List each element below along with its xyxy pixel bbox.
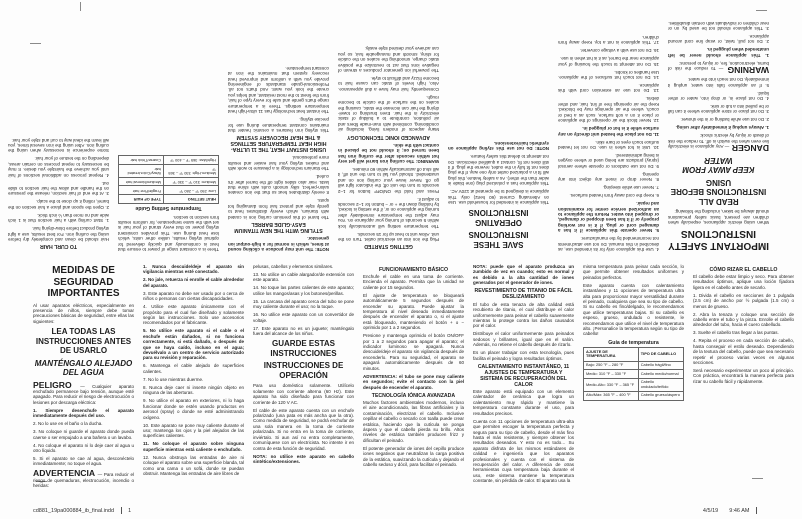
section-heading: IMPORTANT SAFETY INSTRUCTIONS: [668, 228, 769, 251]
paragraph: 3. Do not place or store appliance where it can fall or be pulled into a tub or sink.: [668, 104, 769, 115]
table-cell: Medio: 310 °F – 330 °F: [584, 370, 639, 379]
section-heading: MEDIDAS DE SEGURIDAD IMPORTANTES: [47, 265, 120, 299]
temperature-guide-table: [583, 347, 684, 400]
paragraph: NOTE: Do not use this styling appliance on synthetic hair/extensions.: [448, 140, 549, 152]
table-row: [584, 361, 684, 370]
paragraph: 8. Never drop or insert any object into any opening.: [558, 171, 659, 183]
paragraph: Press and hold the ON/OFF button for 1–2 seconds to turn the unit off; the indicator light will go off. Never leave your curling iron on and unattended. Should you fail to turn the unit off, it will shut off automatically within 60 minutes.: [338, 166, 439, 194]
paragraph: 9. Do not use outdoors or operate where aerosol (spray) products are being used or where oxygen is being administered.: [558, 152, 659, 169]
paragraph: NOTA: no utilice este aparato en cabello sintético/extensiones.: [253, 453, 354, 464]
paragraph: 13. Do not use an extension cord with this appliance.: [558, 83, 659, 94]
paragraph: 2. No jale, retuerza ni enrolle el cable alrededor del aparato.: [143, 277, 244, 288]
signal-word: DANGER: [729, 143, 769, 154]
paragraph: 17. Este aparato no es un juguete; manténgalo fuera del alcance de los niños.: [253, 325, 354, 337]
paragraph: Plug the iron into an electrical outlet. Turn on the unit. Allow unit to heat up for 15 seconds.: [338, 231, 439, 242]
paragraph: Este aparato cuenta con calentamiento instantáneo y 11 opciones de temperatura ultra alta para proporcionar mayor versatilidad durante el peinado, cualquiera que sea su tipo de cabello. Si su cabello es fino/delgado, le recomendamos que utilice temperaturas bajas. Si su cabello es espeso, grueso, ondulado o resistente, le recomendamos que utilice el nivel de temperatura alto. ¡Personalice la temperatura según su tipo de cabello!: [583, 282, 684, 337]
text-column: [8, 18, 109, 252]
section-heading: OPERATING INSTRUCTIONS: [468, 208, 529, 227]
table-cell: Fragile/Fine hair: [119, 186, 164, 195]
section-heading: TO CURL HAIR: [40, 243, 77, 250]
paragraph: Hair should be clean and completely dry before using the curling iron. For best results, use a light styling product before blow-drying hair.: [8, 226, 109, 242]
table-row: [584, 378, 684, 391]
table-cell: Wavy/Color-treated hair: [119, 164, 164, 177]
table-cell: Alto/Máx: 365 °F – 400 °F: [584, 391, 639, 400]
paragraph: Al usar aparatos eléctricos, especialmente en presencia de niños, siempre debe tomar precauciones básicas de seguridad, entre ellas las siguientes:: [33, 302, 134, 324]
paragraph: 1. Divida el cabello en secciones de 1 pulgada (2.5 cm) de ancho por ½ pulgada (1.5 cm) o menos de grueso.: [693, 292, 794, 309]
paragraph: 4. Do not place in, or drop into, water or other liquid.: [668, 90, 769, 102]
section-heading: REVESTIMIENTO DE TITANIO DE FÁCIL DESLIZAMIENTO: [474, 288, 573, 301]
section-heading: USING INSTANT HEAT, THE 11 ULTRA-HIGH HEAT TEMPERATURE SETTINGS & THE HEAT RECOVERY SYSTEM: [230, 134, 327, 153]
paragraph: 12. Nunca obstruya las entradas de aire ni coloque el aparato sobre una superficie blanda, tal como una cama o un sofá, donde se puedan obstruir. Mantenga las entradas de aire libres de: [143, 454, 244, 476]
paragraph: 4. Repita el proceso en cada sección de cabello, hasta conseguir el estilo deseado. Dependiendo de la textura del cabello, puede que sea necesario repetir el proceso varias veces en algunas secciones.: [693, 338, 794, 366]
table-cell: Cabello grueso/áspero: [638, 391, 683, 400]
footer-divider: [121, 507, 122, 514]
signal-word: ADVERTENCIA: [33, 468, 98, 479]
paragraph: The instant heat technology has 11 ultra-high heat temperature settings. There is a temperature range that's gentle and safe for every type of hair, from the finest to the most resistant, and helps you create the look you want. And that's not all. Professional-grade standards of engineering provide you with a uniform and improved heat recovery system that maintains the iron at constant temperature.: [228, 65, 329, 115]
paragraph: 3. No coloque ni guarde el aparato donde pueda caerse o ser empujado a una bañera o un lavabo.: [33, 429, 134, 440]
section-heading: GETTING STARTED: [364, 243, 413, 250]
paragraph: ADVERTENCIA: el tubo se pone muy caliente en segundos; evite el contacto con la piel después de encender el aparato.: [363, 373, 464, 390]
paragraph: 2. Do not use while bathing or in the shower.: [680, 117, 769, 123]
paragraph: 1. Always unplug it immediately after using.: [675, 125, 769, 131]
english-side-rotated: [0, 2, 802, 252]
table-row: [119, 164, 219, 177]
paragraph: El cable de este aparato cuenta con un enchufe polarizado (una pata es más ancha que la otra). Como medida de seguridad, se podrá enchufar de una sola manera en la toma de corriente polarizada. Si no entra en la toma de corriente, inviértalo. Si aun así no entra completamente, comuníquese con un electricista. No intente ir en contra de esta función de seguridad.: [253, 407, 354, 451]
paragraph: 1. Start curling with a hair section that is 1 inch wide and no more than ½ inch thick.: [8, 212, 109, 224]
paragraph: 3. At the end of hair section, release the pressure on the handle and allow the hair section to slide out.: [8, 180, 109, 197]
table-cell: Medium: 310 °F – 330 °F: [163, 177, 218, 186]
table-caption: Guía de temperatura: [608, 339, 659, 346]
paragraph: misma temperatura para peinar cada sección, lo que permite obtener resultados uniformes y peinados perfectos.: [583, 264, 684, 280]
footer-time: 9:46 AM: [729, 507, 750, 514]
paragraph: Presione y mantenga oprimido el botón ON/OFF por 1 a 2 segundos para apagar el aparato; el indicador luminoso se apagará. Nunca descuide/deje el aparato sin vigilancia después de encenderlo. Para su seguridad, el aparato se apagará automáticamente después de 60 minutos.: [363, 333, 464, 371]
paragraph: This appliance has a polarized plug (one blade is wider than the other). As a safety feature, this plug will fit in a polarized outlet only one way. If the plug does not fit fully in the outlet, reverse the plug. If it still does not fit, contact a qualified electrician. Do not attempt to defeat this safety feature.: [448, 154, 549, 187]
paragraph: 5. Si el aparato se cae al agua, desconéctelo inmediatamente; no toque el agua.: [33, 456, 134, 467]
paragraph: 3. Este aparato no debe ser usado por o cerca de niños o personas con ciertas discapacidades.: [143, 290, 244, 302]
paragraph: Some experience is necessary when using the curling iron. After using the iron several times, you will learn the ideal way to curl and style your hair.: [8, 137, 109, 154]
paragraph: 7. Never use while sleeping.: [602, 185, 659, 191]
text-column: [253, 264, 354, 491]
paragraph: 15. La carcasa del aparato cerca del tubo se pone muy caliente durante el uso; no la toque.: [253, 298, 354, 310]
paragraph: 15. Do not attempt to touch the housing of your appliance near the barrel, as it is hot when in use.: [558, 56, 659, 67]
table-row: [119, 177, 219, 186]
paragraph: 14. No toque las partes calientes de este aparato; utilice los mangos/asas y los botones/perillas.: [253, 285, 354, 296]
table-row: [584, 370, 684, 379]
text-column: [693, 264, 794, 491]
footer-filename-block: [33, 507, 131, 514]
table-caption: Temperature Setting Guide: [135, 205, 202, 212]
section-heading: FUNCIONAMIENTO BÁSICO: [378, 266, 449, 273]
paragraph: There is a constant range of power to ensure that heat is continuously and quickly delivered for optimal styling results, unlike other units, which lose heat during use. This provides consistent styling power so that every strand of your hair is set with the same temperature, for uniform results from section to section.: [118, 214, 219, 252]
signal-word: PELIGRO: [33, 379, 81, 390]
table-cell: Bajo: 250 °F – 280 °F: [584, 361, 639, 370]
paragraph: Cuenta con 11 opciones de temperatura ultra-alta que permiten escoger la temperatura perfecta y segura para su tipo de cabello, desde el más fino hasta el más resistente, y siempre obtener los resultados deseados. Y esto no es todo… Su aparato disfruta de los mismos estándares de calidad e ingeniería que los aparatos profesionales y cuenta con el sistema de recuperación del calor. A diferencia de otras herramientas cuya temperatura baja durante el uso, este sistema mantiene la temperatura constante, sin pérdida de calor. El aparato usa la: [473, 418, 574, 484]
paragraph: 1. Siempre desenchufe el aparato inmediatamente después del uso.: [33, 407, 134, 419]
paragraph: The barrel of this premium curling iron is coated with titanium, which evenly distributes heat to gently style and protect hair from damaging hot spots.: [228, 198, 329, 220]
paragraph: 13. No utilice un cable alargador/de extensión con este aparato.: [253, 272, 354, 283]
spanish-columns: [0, 264, 802, 491]
section-heading: INSTRUCCIONES DE OPERACIÓN: [263, 361, 344, 380]
text-column: [338, 18, 439, 252]
footer-divider: [756, 507, 757, 514]
table-cell: Low: 250 °F – 280 °F: [163, 186, 218, 195]
table-header-cell: AJUSTE DE TEMPERATURA: [584, 348, 639, 361]
danger-warning-paragraph: PELIGRO — Cualquier aparato enchufado permanece bajo tensión, aunque esté apagado. Para reducir el riesgo de electrocución o lesiones por descarga eléctrica:: [33, 379, 134, 405]
footer-date: 4/5/19: [702, 507, 719, 514]
paragraph: WARNING: The curling iron barrel will get very hot within seconds after the curling iron has been turned on; it should not be placed in contact with the skin.: [338, 142, 439, 164]
table-cell: Cabello medio/normal: [638, 370, 683, 379]
paragraph: 10. Unit is hot when in use. Do not let heated surface touch eyes or bare skin.: [558, 139, 659, 150]
text-column: [143, 264, 244, 491]
temperature-guide-table: [118, 155, 219, 204]
paragraph: 16. Do not use with a voltage converter.: [579, 48, 659, 54]
paragraph: 8. Nunca deje caer ni inserte ningún objeto en ninguna de las aberturas.: [143, 384, 244, 396]
section-heading: TECNOLOGÍA IÓNICA AVANZADA: [371, 392, 456, 399]
table-cell: Cabello frágil/fino: [638, 361, 683, 370]
section-heading: SAVE THESE INSTRUCTIONS: [468, 230, 529, 249]
paragraph: 4. Repeat process on additional sections of hair until you achieve the hairstyle you desire. It may be necessary to repeat process on certain areas, depending on the texture of your hair.: [8, 156, 109, 178]
paragraph: 5. Never operate this appliance if it has a damaged cord or plug, if it is not working properly or if it has been dropped or damaged, or dropped into water. Return the appliance to an authorized service center for examination and repair.: [558, 201, 659, 234]
table-cell: Cabello ondulado/teñido: [638, 378, 683, 391]
paragraph: 2. Do not pull, twist, or wrap line cord around appliance.: [668, 34, 769, 45]
paragraph: 3. This appliance should not be used by, on or near children or individuals with certain disabilities.: [668, 20, 769, 32]
paragraph: Es un placer trabajar con esta tecnología, pues facilita el peinado y logra resultados óptimos.: [473, 350, 574, 361]
footer-page-number: 1: [128, 507, 132, 514]
paragraph: 4. No coloque el aparato ni lo deje caer al agua u otro líquido.: [33, 442, 134, 454]
paragraph: Este aparato está equipado con un elemento calentador de cerámica que logra un calentamiento muy rápido y mantiene la temperatura constante durante el uso, para resultados precisos.: [473, 389, 574, 416]
text-column: [583, 264, 684, 491]
table-cell: High/Max: 365 °F – 400 °F: [163, 156, 218, 165]
paragraph: It evenly distributes heat so that the iron creates salon-perfect, silky smooth curls with shine that lasts. Hair also slides right off the barrel after it's curled.: [228, 174, 329, 196]
danger-warning-paragraph: DANGER — Any appliance is electrically live even when the switch is off. To reduce the risk of death or injury by electric shock:: [668, 133, 769, 154]
text-column: [228, 18, 329, 252]
paragraph: El tubo de esta tenaza de alta calidad está recubierto de titanio, el cual distribuye el calor uniformemente para peinar el cabello suavemente mientras lo protege contra los daños causados por el calor.: [473, 301, 574, 329]
paragraph: 2. Open the spoon and place a hair section on the barrel, rolling it up close to the scalp.: [8, 199, 109, 210]
paragraph: El ajuste de temperatura se bloqueará automáticamente 5 segundos después de encender su aparato. Puede ajustar la temperatura al nivel deseado inmediatamente después de encender el aparato o, si el ajuste está bloqueado, manteniendo el botón + o − oprimido por 1 a 2 segundos.: [363, 292, 464, 331]
paragraph: 4. Utilice este aparato únicamente con el propósito para el cual fue diseñado y solamente según las instrucciones. Solo use accesorios recomendados por el fabricante.: [143, 304, 244, 326]
section-heading: CALENTAMIENTO INSTANTÁNEO, 11 AJUSTES DE TEMPERATURA Y SISTEMA DE RECUPERACIÓN DEL CALOR: [477, 363, 570, 388]
table-cell: Coarse/Thick hair: [119, 156, 164, 165]
text-column: [33, 264, 134, 491]
paragraph: The titanium technology is a pleasure to work with and makes styling your hair easier and results more professional.: [228, 155, 329, 172]
danger-warning-paragraph: WARNING — To reduce the risk of burns, electrocution, fire, or injury to persons:: [668, 60, 769, 76]
paragraph: 7. No lo use mientras duerme.: [143, 376, 204, 382]
table-cell: Medium/Normal hair: [119, 177, 164, 186]
paragraph: 5. No utilice este aparato si el cable o el enchufe están dañados, si no funciona correctamente, si está dañado, o después de que se haya caído, incluso en el agua; devuélvalo a un centro de servicio autorizado para su revisión y reparación.: [143, 328, 244, 361]
paragraph: El potente generador de iones del cepillo produce iones negativos que neutralizan la carga positiva de la estática, suavizando la cutícula y dejando el cabello sedoso y dócil, para facilitar el peinado.: [363, 445, 464, 468]
paragraph: 9. No utilice el aparato en exteriores, ni lo haga funcionar donde se estén usando productos en aerosol (spray) o donde se esté administrando oxígeno.: [143, 398, 244, 420]
paragraph: 3. Suelte el cabello tras llegar a las puntas.: [693, 330, 779, 336]
paragraph: Será necesario experimentar un poco al principio. Con práctica, encontrará la manera perfecta para rizar su cabello fácil y rápidamente.: [693, 368, 794, 384]
table-cell: Medium-High: 330 °F – 365 °F: [163, 164, 218, 177]
paragraph: Consequently, hair may have a dull appearance. Also, high levels of static can cause hair to become frizzy and difficult to style.: [338, 75, 439, 92]
paragraph: El cabello debe estar limpio y seco. Para obtener resultados óptimos, aplique una loción fijadora ligera en el cabello antes de secarlo.: [693, 274, 794, 290]
paragraph: 14. Do not touch hot surfaces of the appliance. Use handles or knobs.: [558, 69, 659, 81]
paragraph: pelusas, cabellos y elementos similares.: [253, 264, 334, 269]
table-row: [119, 156, 219, 165]
paragraph: This appliance is intended for household use. Use on Alternating Current (60 hertz) only. This appliance is designed to be operated at 120V AC.: [448, 189, 549, 205]
text-column: [473, 264, 574, 491]
paragraph: This styling iron features a ceramic heater that maintains constant temperature during use for precise styling.: [228, 117, 329, 133]
paragraph: The temperature setting will automatically lock within 5 seconds of turning your appliance on. You may adjust the temperature immediately after turning the appliance on or, if the setting is locked, by holding down the + or − button for 1–2 seconds to adjust it.: [338, 196, 439, 229]
paragraph: NOTA: puede que el aparato produzca un zumbido de vez en cuando; esto es normal y es debido a la alta cantidad de iones generados por el generador de iones.: [473, 264, 574, 286]
section-heading: ADVANCED IONIC TECHNOLOGY: [347, 133, 430, 140]
paragraph: When using electric appliances, especially when children are present, basic safety precautions should always be taken, including the following:: [668, 209, 769, 225]
paragraph: Muchos factores ambientales modernos, incluso el aire acondicionado, las fibras artificiales y la contaminación, electrizan el cabello. Inclusive cepillar el cabello o secarlo con toalla puede crear estática, haciendo que la cutícula se ponga áspera y que el cabello pierda su brillo. Altos niveles de estática también producen frizz y dificultan el peinado.: [363, 400, 464, 443]
table-header-cell: TYPE OF HAIR: [119, 195, 164, 204]
section-heading: MANTÉNGALO ALEJADO DEL AGUA: [34, 358, 133, 378]
paragraph: 6. Keep the cord away from heated surfaces.: [569, 193, 659, 199]
section-heading: READ ALL INSTRUCTIONS BEFORE USING: [670, 177, 767, 206]
table-header-cell: TIPO DE CABELLO: [638, 348, 683, 361]
paragraph: 4. Use this appliance only for its intended use, as described in this manual. Do not use attachments not recommended by the manufacturer.: [558, 236, 659, 252]
footer-timestamp-block: [703, 507, 762, 514]
paragraph: 16. No utilice este aparato con un convertidor de voltaje.: [253, 312, 354, 323]
english-columns: [0, 18, 802, 252]
text-column: [448, 18, 549, 252]
paragraph: 1. Nunca descuide/deje el aparato sin vigilancia mientras esté conectado.: [143, 264, 244, 275]
paragraph: 17. This appliance is not a toy. Keep away from children.: [558, 34, 659, 46]
paragraph: The powerful ion generator produces a stream of negative ions that act to neutralize the positive static charge, smoothing the scales on the cuticle for shiny, smooth and manageable hair, so you can achieve your desired style easily.: [338, 46, 439, 73]
paragraph: 2. Abra la tenaza y coloque una sección de cabello entre el tubo y la pinza. Enrolle el cabello alrededor del tubo, hacia el cuero cabelludo.: [693, 311, 794, 328]
table-cell: Medio-Alto: 330 °F – 365 °F: [584, 378, 639, 391]
section-heading: KEEP AWAY FROM WATER: [682, 155, 755, 175]
paragraph: Para uso doméstico solamente. Utilícelo solamente con corriente alterna (60 Hz). Este aparato ha sido diseñado para funcionar con corriente de 120 V AC.: [253, 383, 354, 405]
table-row: [584, 391, 684, 400]
table-row: [119, 186, 219, 195]
paragraph: 11. Do not place the heated unit directly on any surface while it is hot or plugged in.: [558, 126, 659, 137]
text-column: [668, 18, 769, 252]
text-column: [558, 18, 659, 252]
paragraph: 11. No coloque el aparato sobre ninguna superficie mientras está caliente o enchufado.: [143, 441, 244, 452]
paragraph: 12. Never block the air openings of the appliance or place it on a soft surface, such as a bed or couch, where the air openings may be blocked. Keep the air openings free of lint, hair, and other debris.: [558, 96, 659, 124]
danger-warning-paragraph: ADVERTENCIA — Para reducir el riesgo de quemaduras, electrocución, incendio o heridas:: [33, 468, 135, 489]
paragraph: 2. No lo use en el baño o la ducha.: [33, 421, 103, 427]
section-heading: CÓMO RIZAR EL CABELLO: [709, 266, 778, 273]
text-column: [363, 264, 464, 491]
paragraph: Many aspects of modern living, including air conditioning, combined with man-made fibers and air pollution, contribute to a buildup of static electricity in the hair. Even brushing or towel-drying the hair can increase the static, causing the scales on the surface of the cuticle to become rough.: [338, 94, 439, 133]
signal-word: WARNING: [723, 65, 769, 76]
paragraph: 1. This appliance should never be left unattended when plugged in.: [668, 47, 769, 58]
text-column: [118, 18, 219, 252]
section-heading: STYLING WITH THE NEW TITANIUM EASY-GLIDE BARREL: [234, 221, 323, 234]
paragraph: NOTE: The unit may produce a clicking sound at times, which is normal for a high-output ion generator.: [228, 236, 329, 252]
section-heading: GUARDE ESTAS INSTRUCCIONES: [270, 339, 337, 358]
paragraph: Distribuye el calor uniformemente para peinados sedosos y brillantes, igual que en el salón. Además, no retiene el cabello después de rizarlo.: [473, 331, 574, 348]
spanish-side: [0, 264, 802, 504]
section-heading: LEA TODAS LAS INSTRUCCIONES ANTES DE USARLO: [35, 327, 132, 356]
paragraph: Enchufe el cable en una toma de corriente. Encienda el aparato. Permita que la unidad se caliente por 15 segundos.: [363, 274, 464, 290]
table-header-cell: HEAT SETTING: [163, 195, 218, 204]
paragraph: 5. If an appliance falls into water, unplug it immediately. Do not reach into the water.: [668, 77, 769, 88]
paragraph: 10. Este aparato se pone muy caliente durante el uso; mantenga los ojos y la piel alejados de las superficies calientes.: [143, 422, 244, 439]
paragraph: 6. Mantenga el cable alejado de superficies calientes.: [143, 363, 244, 374]
footer-filename: cd881_19pa000884_ib_final.indd: [33, 507, 115, 514]
